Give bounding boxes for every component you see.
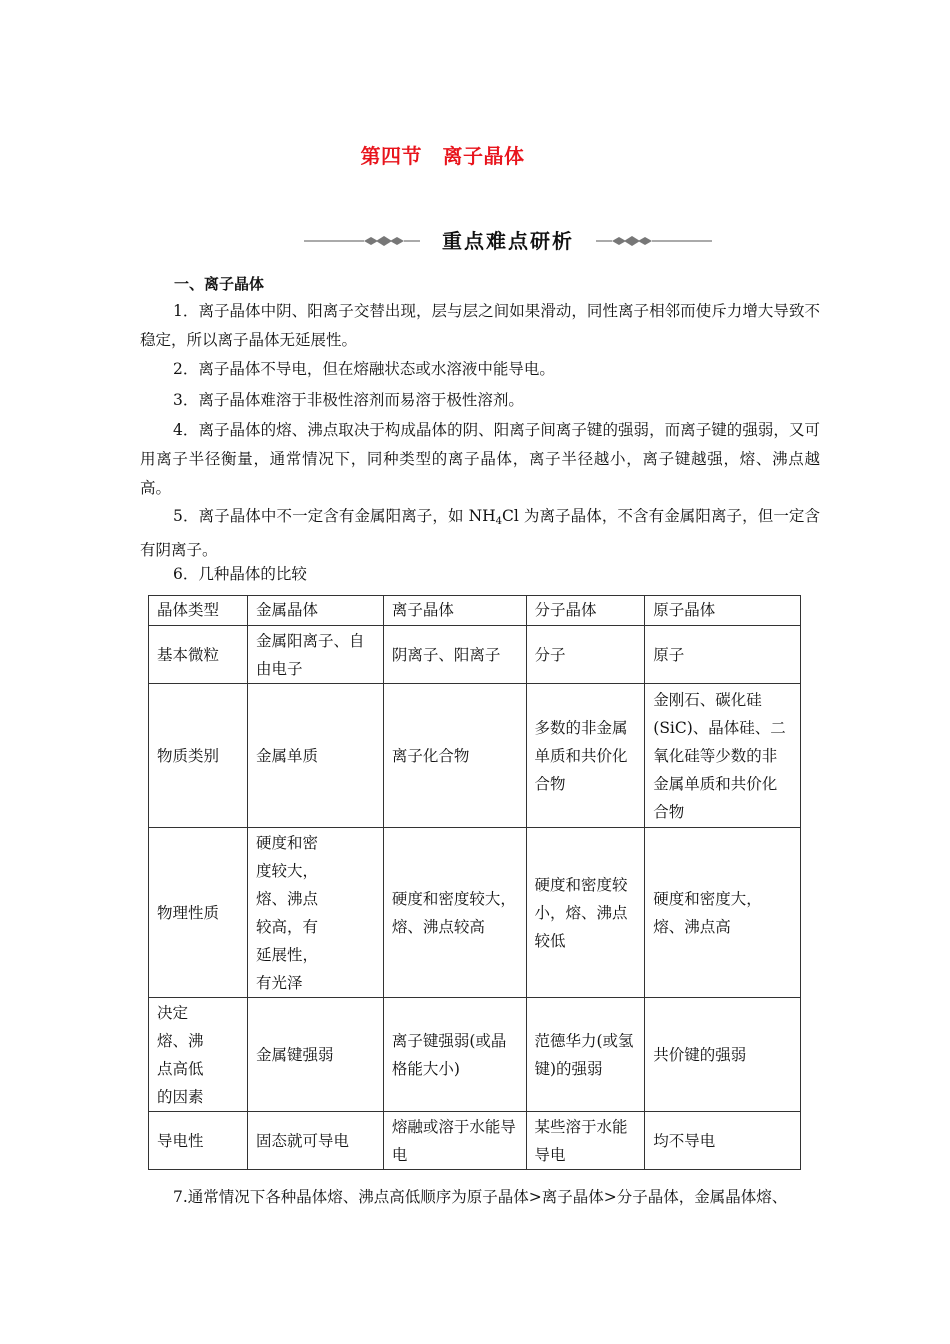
table-cell: 物质类别 [149,684,248,828]
table-cell: 熔融或溶于水能导电 [383,1112,526,1170]
table-cell: 阴离子、阳离子 [383,626,526,684]
paragraph-3: 3．离子晶体难溶于非极性溶剂而易溶于极性溶剂。 [173,391,524,409]
table-cell: 某些溶于水能导电 [526,1112,645,1170]
table-cell: 硬度和密度大，熔、沸点高 [645,828,801,998]
table-cell: 晶体类型 [149,596,248,626]
table-cell: 金属键强弱 [247,998,383,1112]
section-banner [302,226,714,256]
table-row [149,1112,801,1170]
table-cell: 均不导电 [645,1112,801,1170]
paragraph-1: 1．离子晶体中阴、阳离子交替出现，层与层之间如果滑动，同性离子相邻而使斥力增大导致不稳定，所以离子晶体无延展性。 [140,302,820,349]
subscript: 4 [495,516,503,527]
table-cell: 金属单质 [247,684,383,828]
table-cell: 离子键强弱(或晶格能大小) [383,998,526,1112]
paragraph-5-text-end: Cl 为离子晶体，不含有金属阳离子，但一定含有阴离子。 [140,507,820,559]
table-cell: 原子晶体 [645,596,801,626]
table-cell: 分子 [526,626,645,684]
table-row [149,684,801,828]
table-row [149,626,801,684]
table-cell: 基本微粒 [149,626,248,684]
table-cell: 决定熔、沸点高低的因素 [149,998,248,1112]
table-cell: 金属阳离子、自由电子 [247,626,383,684]
paragraph-2: 2．离子晶体不导电，但在熔融状态或水溶液中能导电。 [173,360,555,378]
table-row [149,998,801,1112]
table-cell: 离子晶体 [383,596,526,626]
table-cell: 范德华力(或氢键)的强弱 [526,998,645,1112]
table-cell: 多数的非金属单质和共价化合物 [526,684,645,828]
table-cell: 物理性质 [149,828,248,998]
paragraph-4: 4．离子晶体的熔、沸点取决于构成晶体的阴、阳离子间离子键的强弱，而离子键的强弱，又可用离子半径衡量，通常情况下，同种类型的离子晶体，离子半径越小，离子键越强，熔、沸点越高。 [140,421,820,497]
table-cell: 金属晶体 [247,596,383,626]
section-heading: 一、离子晶体 [174,275,265,293]
table-cell: 共价键的强弱 [645,998,801,1112]
table-cell: 导电性 [149,1112,248,1170]
table-cell: 硬度和密度较小，熔、沸点较低 [526,828,645,998]
paragraph-6: 6．几种晶体的比较 [173,565,307,583]
table-row [149,828,801,998]
table-cell: 原子 [645,626,801,684]
paragraph-5 [140,502,820,565]
table-cell: 硬度和密度较大，熔、沸点较高，有延展性，有光泽 [247,828,383,998]
banner-title: 重点难点研析 [442,229,574,253]
crystal-comparison-table [148,595,801,1170]
table-cell: 分子晶体 [526,596,645,626]
table-row [149,596,801,626]
table-cell: 硬度和密度较大，熔、沸点较高 [383,828,526,998]
paragraph-7: 7.通常情况下各种晶体熔、沸点高低顺序为原子晶体>离子晶体>分子晶体，金属晶体熔、 [173,1188,788,1206]
table-cell: 固态就可导电 [247,1112,383,1170]
table-cell: 金刚石、碳化硅(SiC)、晶体硅、二氧化硅等少数的非金属单质和共价化合物 [645,684,801,828]
table-cell: 离子化合物 [383,684,526,828]
paragraph-5-text: 5．离子晶体中不一定含有金属阳离子，如 NH [173,507,496,525]
page-title: 第四节 离子晶体 [360,144,525,168]
